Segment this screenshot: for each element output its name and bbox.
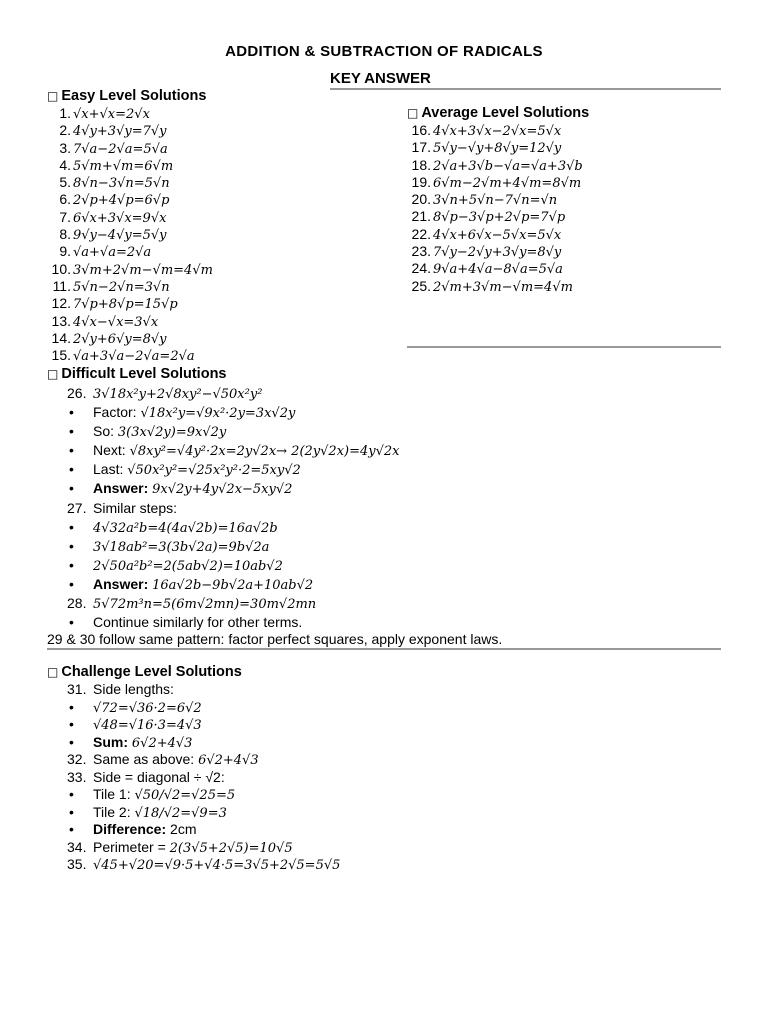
- item-expression: 8√p−3√p+2√p=7√p: [433, 210, 566, 226]
- numbered-row: [47, 681, 340, 699]
- list-item: [407, 191, 583, 208]
- bullet: •: [69, 480, 74, 497]
- list-item: [407, 208, 583, 225]
- bullet-row: [47, 613, 400, 632]
- bullet-row: [47, 821, 340, 839]
- bullet-row: [47, 403, 400, 422]
- item-expression: 6√x+3√x=9√x: [73, 210, 167, 226]
- checkbox-icon: □: [47, 367, 59, 381]
- item-expression: 2√a+3√b−√a=√a+3√b: [433, 158, 583, 174]
- row-expression: √48=√16·3=4√3: [93, 718, 202, 733]
- bullet-row: [47, 804, 340, 822]
- item-number: 31.: [67, 681, 87, 697]
- list-item: [407, 226, 583, 243]
- bullet: •: [69, 461, 74, 478]
- bullet: •: [69, 423, 74, 440]
- item-number: 34.: [67, 838, 87, 855]
- row-text: So:: [93, 423, 118, 440]
- document-subtitle: KEY ANSWER: [330, 70, 431, 87]
- item-number: 17.: [411, 139, 431, 156]
- item-number: 13.: [51, 312, 71, 329]
- row-text: Side lengths:: [93, 681, 174, 697]
- item-expression: 6√m−2√m+4√m=8√m: [433, 175, 582, 191]
- row-text: Continue similarly for other terms.: [93, 614, 303, 631]
- item-number: 25.: [411, 277, 431, 294]
- list-item: [407, 278, 583, 295]
- item-number: 4.: [59, 156, 71, 173]
- item-number: 11.: [52, 277, 71, 294]
- divider-difficult: [47, 648, 721, 650]
- item-expression: 2√m+3√m−√m=4√m: [433, 279, 573, 295]
- bullet: •: [69, 733, 74, 750]
- row-text: Side = diagonal ÷ √2:: [93, 768, 225, 785]
- bullet: •: [69, 786, 74, 802]
- item-number: 2.: [59, 122, 71, 139]
- bullet-row: [47, 734, 340, 752]
- bullet-row: [47, 786, 340, 804]
- item-expression: 5√m+√m=6√m: [73, 158, 174, 174]
- divider-average: [407, 346, 721, 348]
- row-expression: 2(3√5+2√5)=10√5: [169, 840, 293, 856]
- item-number: 12.: [51, 295, 71, 312]
- challenge-block: [47, 681, 340, 874]
- row-text: Same as above:: [93, 751, 199, 767]
- item-expression: √a+3√a−2√a=2√a: [73, 349, 195, 365]
- list-item: [47, 226, 213, 243]
- item-number: 27.: [67, 499, 87, 516]
- item-expression: 9√y−4√y=5√y: [73, 228, 167, 244]
- row-expression: √50/√2=√25=5: [134, 788, 236, 803]
- difficult-heading-label: Difficult Level Solutions: [61, 366, 227, 382]
- bold-label: Sum:: [93, 733, 132, 750]
- numbered-row: [47, 594, 400, 613]
- list-item: [47, 278, 213, 295]
- list-item: [407, 174, 583, 191]
- list-item: [47, 261, 213, 278]
- row-text: Last:: [93, 461, 128, 478]
- item-expression: 9√a+4√a−8√a=5√a: [433, 262, 563, 278]
- bullet: •: [69, 556, 74, 573]
- bold-label: Answer:: [93, 575, 153, 592]
- bullet: •: [69, 442, 74, 459]
- item-number: 10.: [51, 260, 71, 277]
- bullet-row: [47, 537, 400, 556]
- checkbox-icon: □: [47, 665, 59, 679]
- item-expression: √x+√x=2√x: [73, 107, 150, 122]
- item-expression: 5√n−2√n=3√n: [73, 279, 170, 295]
- item-number: 20.: [411, 191, 431, 208]
- item-expression: 4√x+3√x−2√x=5√x: [433, 124, 562, 139]
- bullet-row: [47, 556, 400, 575]
- list-item: [47, 347, 213, 364]
- bullet: •: [69, 575, 74, 592]
- item-number: 8.: [59, 226, 71, 243]
- row-text: 2cm: [170, 821, 197, 837]
- bullet: •: [69, 518, 74, 535]
- bullet: •: [69, 698, 74, 715]
- bullet-row: [47, 441, 400, 460]
- row-expression: 4√32a²b=4(4a√2b)=16a√2b: [93, 520, 278, 536]
- row-expression: 6√2+4√3: [198, 753, 259, 768]
- item-expression: 4√x+6√x−5√x=5√x: [433, 227, 562, 243]
- document-title: ADDITION & SUBTRACTION OF RADICALS: [225, 43, 543, 60]
- item-number: 18.: [411, 156, 431, 173]
- item-number: 9.: [59, 243, 71, 260]
- checkbox-icon: □: [407, 106, 419, 120]
- numbered-row: [47, 856, 340, 874]
- checkbox-icon: □: [47, 89, 59, 103]
- row-expression: 6√2+4√3: [131, 735, 193, 751]
- row-expression: 2√50a²b²=2(5ab√2)=10ab√2: [93, 558, 283, 574]
- item-number: 24.: [411, 260, 431, 277]
- list-item: [407, 243, 583, 260]
- numbered-row: [47, 499, 400, 518]
- row-expression: √18x²y=√9x²·2y=3x√2y: [140, 406, 296, 422]
- bullet: •: [69, 614, 74, 631]
- bullet-row: [47, 716, 340, 734]
- item-expression: 3√m+2√m−√m=4√m: [73, 262, 213, 278]
- difficult-note: 29 & 30 follow same pattern: factor perfect squares, apply exponent laws.: [47, 631, 503, 647]
- numbered-row: [47, 839, 340, 857]
- item-number: 35.: [67, 856, 87, 872]
- item-expression: 7√y−2√y+3√y=8√y: [433, 245, 562, 261]
- bullet-row: [47, 518, 400, 537]
- list-item: [407, 260, 583, 277]
- list-item: [407, 122, 583, 139]
- numbered-row: [47, 769, 340, 787]
- numbered-row: [47, 384, 400, 403]
- row-expression: 3(3x√2y)=9x√2y: [117, 425, 227, 441]
- list-item: [407, 157, 583, 174]
- item-expression: 7√p+8√p=15√p: [73, 297, 178, 313]
- row-expression: √18/√2=√9=3: [134, 805, 227, 821]
- item-number: 26.: [67, 385, 87, 401]
- bullet-row: [47, 422, 400, 441]
- bullet-row: [47, 460, 400, 479]
- bold-label: Answer:: [93, 480, 153, 497]
- list-item: [47, 209, 213, 226]
- item-number: 16.: [411, 122, 431, 138]
- row-text: Next:: [93, 442, 130, 459]
- challenge-heading-label: Challenge Level Solutions: [61, 664, 242, 680]
- easy-list: [47, 105, 213, 364]
- numbered-row: [47, 751, 340, 769]
- item-expression: 2√y+6√y=8√y: [73, 331, 167, 347]
- item-expression: √a+√a=2√a: [73, 245, 152, 261]
- list-item: [47, 105, 213, 122]
- item-expression: 3√n+5√n−7√n=√n: [433, 193, 558, 209]
- list-item: [47, 140, 213, 157]
- item-number: 28.: [67, 595, 87, 612]
- row-expression: 3√18ab²=3(3b√2a)=9b√2a: [93, 539, 270, 555]
- row-expression: 9x√2y+4y√2x−5xy√2: [152, 482, 293, 498]
- item-number: 22.: [411, 225, 431, 242]
- difficult-heading: [47, 366, 227, 382]
- bullet: •: [69, 716, 74, 732]
- row-expression: √72=√36·2=6√2: [93, 700, 202, 716]
- row-expression: 5√72m³n=5(6m√2mn)=30m√2mn: [93, 597, 317, 613]
- item-number: 15.: [51, 347, 71, 364]
- item-number: 33.: [67, 768, 87, 785]
- list-item: [47, 313, 213, 330]
- bullet-row: [47, 575, 400, 594]
- bullet: •: [69, 537, 74, 554]
- item-expression: 8√n−3√n=5√n: [73, 176, 170, 192]
- divider-top: [330, 88, 721, 90]
- list-item: [47, 122, 213, 139]
- item-expression: 2√p+4√p=6√p: [73, 193, 170, 209]
- item-number: 21.: [411, 208, 431, 225]
- row-text: Factor:: [93, 404, 141, 421]
- row-expression: 3√18x²y+2√8xy²−√50x²y²: [93, 387, 263, 402]
- row-expression: 16a√2b−9b√2a+10ab√2: [152, 577, 314, 593]
- average-heading: [407, 105, 589, 121]
- average-list: [407, 122, 583, 295]
- item-number: 1.: [59, 105, 71, 121]
- row-text: Tile 2:: [93, 803, 135, 820]
- row-text: Tile 1:: [93, 786, 135, 802]
- row-text: Similar steps:: [93, 499, 178, 516]
- difficult-block: [47, 384, 400, 632]
- item-number: 3.: [59, 139, 71, 156]
- item-expression: 4√y+3√y=7√y: [73, 124, 167, 140]
- list-item: [47, 157, 213, 174]
- row-expression: √50x²y²=√25x²y²·2=5xy√2: [127, 463, 301, 479]
- row-expression: √45+√20=√9·5+√4·5=3√5+2√5=5√5: [93, 858, 341, 873]
- item-number: 32.: [67, 751, 87, 767]
- average-heading-label: Average Level Solutions: [421, 105, 590, 121]
- row-text: Perimeter =: [93, 838, 170, 855]
- item-number: 6.: [59, 191, 71, 208]
- item-number: 14.: [51, 329, 71, 346]
- bullet: •: [69, 404, 74, 421]
- item-number: 5.: [59, 174, 71, 191]
- bullet: •: [69, 803, 74, 820]
- list-item: [47, 191, 213, 208]
- list-item: [407, 139, 583, 156]
- item-number: 19.: [411, 173, 431, 190]
- item-number: 23.: [411, 243, 431, 260]
- bold-label: Difference:: [93, 821, 171, 837]
- easy-heading: [47, 88, 206, 104]
- item-expression: 4√x−√x=3√x: [73, 314, 159, 330]
- list-item: [47, 174, 213, 191]
- bullet-row: [47, 479, 400, 498]
- bullet: •: [69, 821, 74, 837]
- list-item: [47, 295, 213, 312]
- easy-heading-label: Easy Level Solutions: [61, 88, 207, 104]
- item-number: 7.: [59, 208, 71, 225]
- bullet-row: [47, 699, 340, 717]
- item-expression: 5√y−√y+8√y=12√y: [433, 141, 562, 157]
- row-expression: √8xy²=√4y²·2x=2y√2x→ 2(2y√2x)=4y√2x: [129, 444, 400, 460]
- challenge-heading: [47, 664, 242, 680]
- item-expression: 7√a−2√a=5√a: [73, 141, 168, 157]
- list-item: [47, 243, 213, 260]
- list-item: [47, 330, 213, 347]
